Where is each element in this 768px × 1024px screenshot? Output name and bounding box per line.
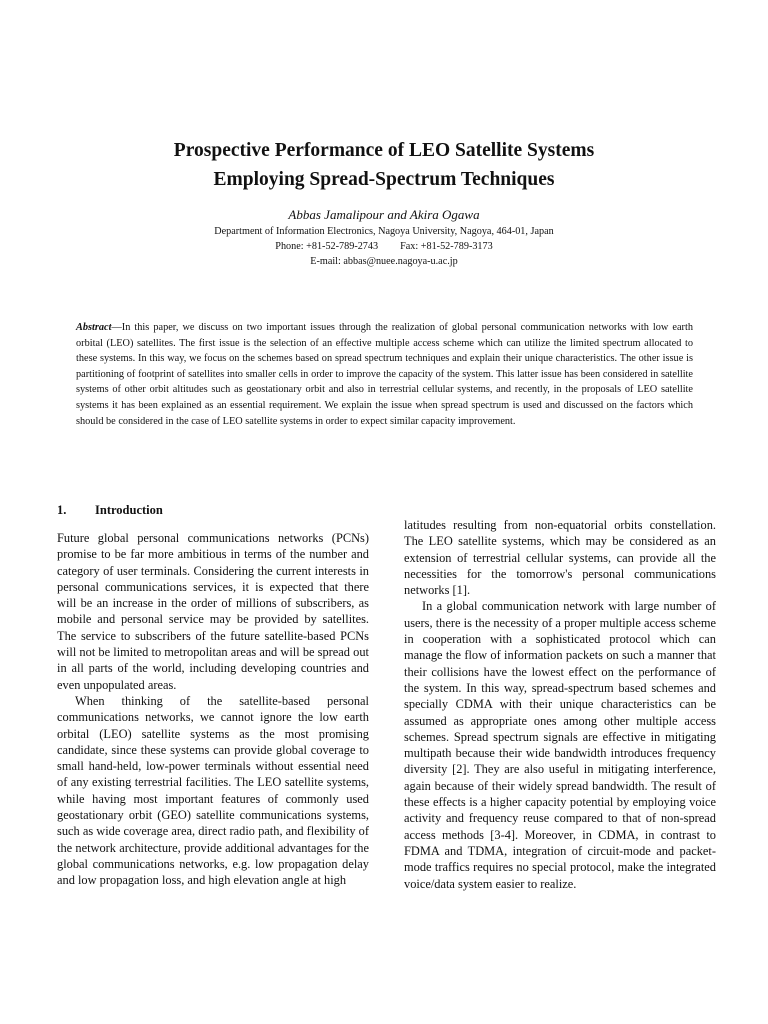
authors: Abbas Jamalipour and Akira Ogawa bbox=[288, 207, 480, 222]
left-paragraph-1: Future global personal communications networks (PCNs) promise to be far more ambitious in terms of the number and category of user terminals. Considering the current interests in personal communications services, it is expected that there will be an increase in the order of millions of subscribers, as mobile and personal service may be provided by satellites. The service to subscribers of the future satellite-based PCNs will not be limited to metropolitan areas and will be spread out in all parts of the world, including developing countries and even unpopulated areas. bbox=[57, 531, 369, 692]
section-title: Introduction bbox=[95, 503, 163, 517]
left-column bbox=[57, 530, 369, 889]
abstract bbox=[76, 320, 693, 429]
affiliation-block bbox=[0, 224, 768, 269]
title-line-2: Employing Spread-Spectrum Techniques bbox=[213, 169, 555, 190]
right-column bbox=[404, 517, 716, 892]
phone: Phone: +81-52-789-2743 bbox=[275, 241, 379, 252]
abstract-text: —In this paper, we discuss on two important issues through the realization of global personal communication networks with low earth orbital (LEO) satellites. The first issue is the selection of an effective multiple access scheme which can utilize the limited spectrum allocated to these systems. In this way, we focus on the schemes based on spread spectrum techniques and explain their unique characteristics. The other issue is partitioning of footprint of satellites into smaller cells in order to improve the capacity of the system. This latter issue has been considered in satellite systems of other orbit altitudes such as geostationary orbit and also in terrestrial cellular systems, and recently, in the proposals of LEO satellite systems it has been explained as an essential requirement. We explain the issue when spread spectrum is used and discussed on the factors which should be considered in the case of LEO satellite systems in order to expect similar capacity improvement. bbox=[76, 322, 693, 427]
section-heading bbox=[57, 502, 163, 518]
fax: Fax: +81-52-789-3173 bbox=[400, 241, 493, 252]
paper-title bbox=[0, 136, 768, 194]
affiliation: Department of Information Electronics, Nagoya University, Nagoya, 464-01, Japan bbox=[214, 226, 554, 237]
abstract-label: Abstract bbox=[76, 322, 112, 333]
right-paragraph-2: In a global communication network with large number of users, there is the necessity of a proper multiple access scheme in cooperation with a sophisticated protocol which can manage the flow of information packets on such a manner that their collisions have the lowest effect on the performance of the system. In this way, spread-spectrum based schemes and specially CDMA with their unique characteristics can be assumed as appropriate ones among other multiple access schemes. Spread spectrum signals are effective in mitigating multipath because their wide bandwidth introduces frequency diversity [2]. They are also useful in mitigating interference, again because of their widely spread bandwidth. The result of these effects is a higher capacity potential by employing voice activity and frequency reuse compared to that of non-spread access methods [3-4]. Moreover, in CDMA, in contrast to FDMA and TDMA, integration of circuit-mode and packet-mode traffics requires no special protocol, make the integrated voice/data system easier to realize. bbox=[404, 599, 716, 891]
email: E-mail: abbas@nuee.nagoya-u.ac.jp bbox=[310, 256, 458, 267]
contact-line bbox=[0, 239, 768, 254]
title-line-1: Prospective Performance of LEO Satellite Systems bbox=[173, 140, 595, 161]
section-number: 1. bbox=[57, 503, 67, 517]
right-paragraph-1: latitudes resulting from non-equatorial orbits constellation. The LEO satellite systems, which may be considered as an extension of terrestrial cellular systems, can provide all the necessities for the tomorrow's personal communications networks [1]. bbox=[404, 518, 716, 598]
left-paragraph-2: When thinking of the satellite-based personal communications networks, we cannot ignore the low earth orbital (LEO) satellite systems as the most promising candidate, since these systems can provide global coverage to small hand-held, low-power terminals without essential need of any existing terrestrial facilities. The LEO satellite systems, while having most important features of commonly used geostationary orbit (GEO) satellite communications systems, such as wide coverage area, direct radio path, and flexibility of the network architecture, provide additional advantages for the global communications networks, e.g. low propagation delay and low propagation loss, and high elevation angle at high bbox=[57, 693, 369, 888]
